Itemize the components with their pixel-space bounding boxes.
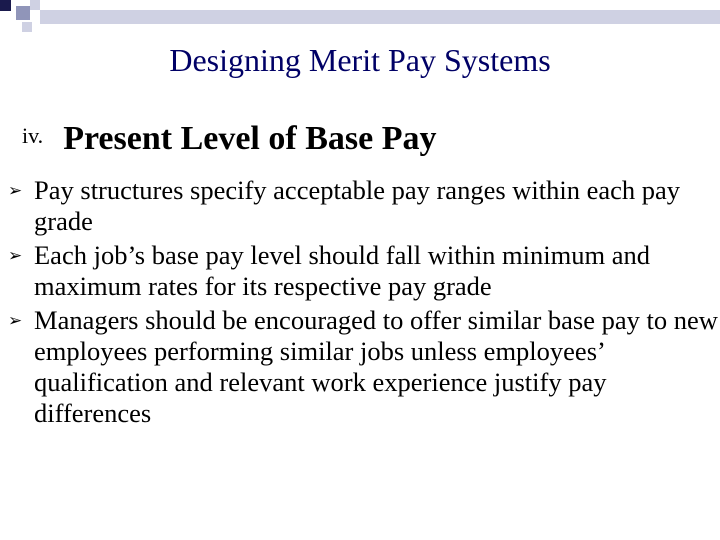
bullet-text: Pay structures specify acceptable pay ranges within each pay grade	[34, 175, 681, 236]
arrow-bullet-icon: ➢	[8, 181, 23, 200]
arrow-bullet-icon: ➢	[8, 246, 23, 265]
bullet-item	[0, 305, 720, 429]
slide-title: Designing Merit Pay Systems	[169, 42, 551, 78]
arrow-bullet-icon: ➢	[8, 311, 23, 330]
bullet-text: Managers should be encouraged to offer similar base pay to new employees performing similar jobs unless employees’ qualification and relevant work experience justify pay differences	[34, 305, 718, 428]
bullet-list	[0, 175, 720, 432]
bullet-text: Each job’s base pay level should fall within minimum and maximum rates for its respective pay grade	[34, 240, 651, 301]
section-title: Present Level of Base Pay	[63, 120, 437, 157]
bullet-item	[0, 175, 720, 237]
bullet-item	[0, 240, 720, 302]
section-heading	[22, 120, 436, 158]
section-number: iv.	[22, 123, 44, 148]
header-decoration	[0, 0, 720, 40]
